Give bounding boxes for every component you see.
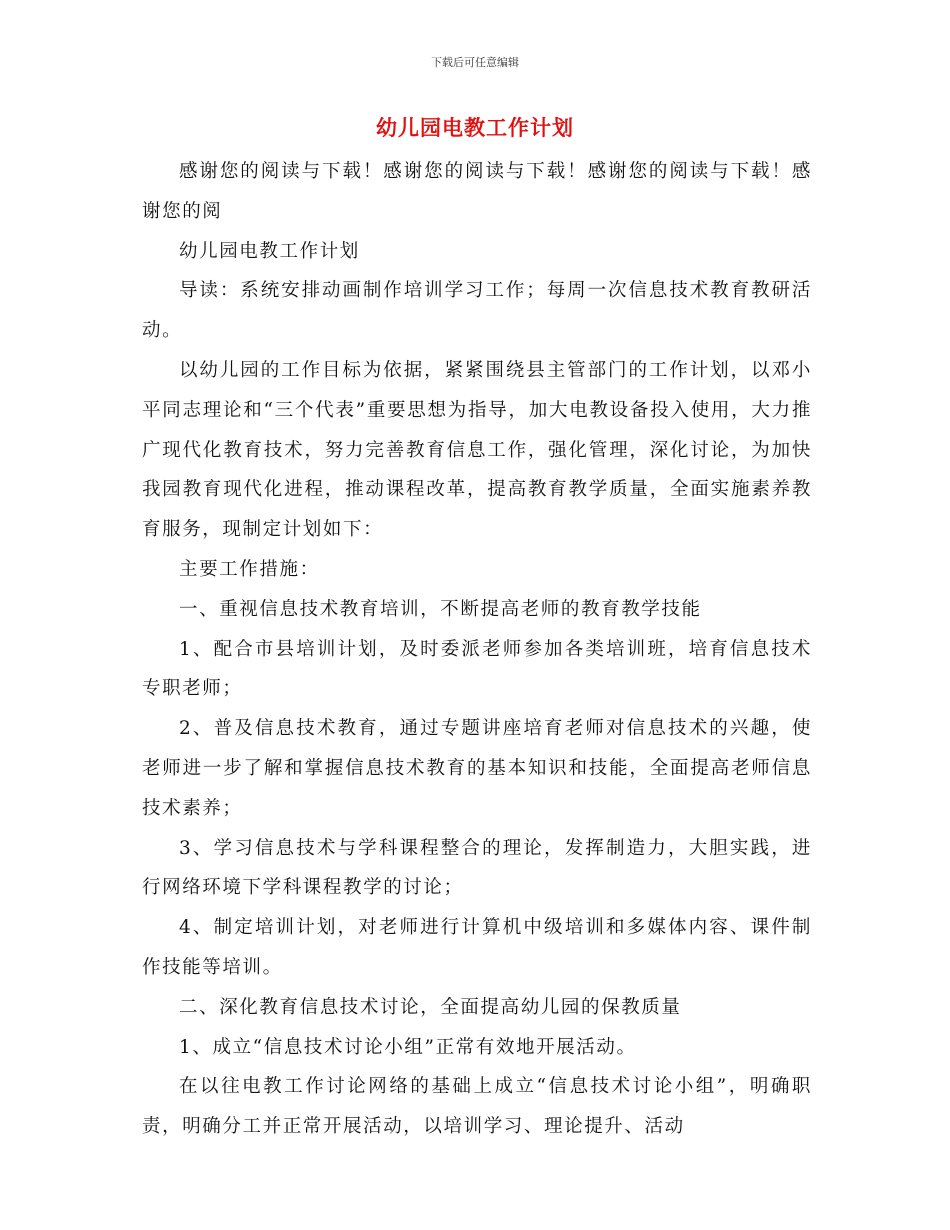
- paragraph-research-group: 在以往电教工作讨论网络的基础上成立“信息技术讨论小组”，明确职责，明确分工并正常开展活动，以培训学习、理论提升、活动: [142, 1076, 812, 1138]
- paragraph-section-two-item-1: 1、成立“信息技术讨论小组”正常有效地开展活动。: [179, 1036, 637, 1058]
- paragraph-thanks: 感谢您的阅读与下载！感谢您的阅读与下载！感谢您的阅读与下载！感谢您的阅: [142, 161, 812, 222]
- page-header-note: 下载后可任意编辑: [431, 56, 519, 69]
- paragraph-section-one: 一、重视信息技术教育培训，不断提高老师的教育教学技能: [179, 598, 702, 620]
- paragraph-measures-heading: 主要工作措施：: [179, 558, 320, 580]
- paragraph-item-1: 1、配合市县培训计划，及时委派老师参加各类培训班，培育信息技术专职老师；: [142, 638, 812, 700]
- document-title: 幼儿园电教工作计划: [376, 116, 574, 140]
- paragraph-intro: 导读：系统安排动画制作培训学习工作；每周一次信息技术教育教研活动。: [142, 280, 812, 342]
- paragraph-item-4: 4、制定培训计划，对老师进行计算机中级培训和多媒体内容、课件制作技能等培训。: [142, 917, 812, 978]
- paragraph-section-two: 二、深化教育信息技术讨论，全面提高幼儿园的保教质量: [179, 996, 682, 1018]
- paragraph-subtitle: 幼儿园电教工作计划: [179, 240, 360, 262]
- paragraph-item-3: 3、学习信息技术与学科课程整合的理论，发挥制造力，大胆实践，进行网络环境下学科课程教学的讨论；: [142, 837, 812, 899]
- document-body: [142, 152, 812, 1147]
- paragraph-item-2: 2、普及信息技术教育，通过专题讲座培育老师对信息技术的兴趣，使老师进一步了解和掌握信息技术教育的基本知识和技能，全面提高老师信息技术素养；: [142, 718, 812, 819]
- paragraph-guiding: 以幼儿园的工作目标为依据，紧紧围绕县主管部门的工作计划，以邓小平同志理论和“三个代表”重要思想为指导，加大电教设备投入使用，大力推广现代化教育技术，努力完善教育信息工作，强化管理，深化讨论，为加快我园教育现代化进程，推动课程改革，提高教育教学质量，全面实施素养教育服务，现制定计划如下：: [142, 359, 812, 541]
